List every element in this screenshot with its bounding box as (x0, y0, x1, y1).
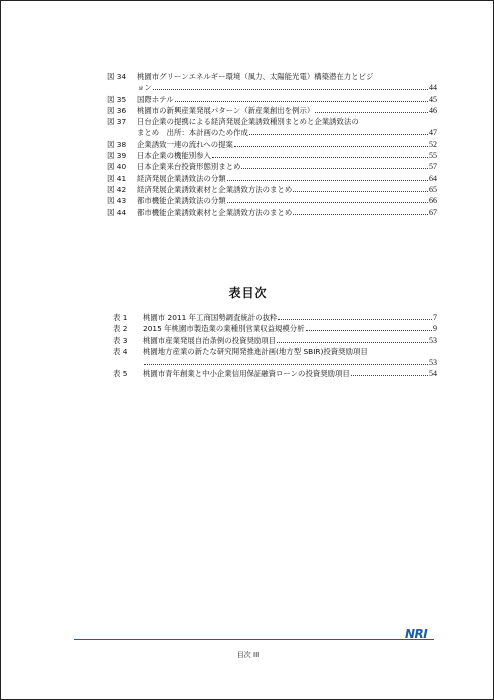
table-title: 桃園市青年創業と中小企業信用保証融資ローンの投資奨励項目 (143, 369, 350, 379)
dot-leader (212, 157, 428, 158)
figure-number: 図 43 (107, 196, 127, 206)
page-number: 7 (433, 313, 437, 322)
figure-title: 日台企業の提携による経済発展企業誘致種別まとめと企業誘致法の (137, 117, 359, 127)
page-number: 9 (433, 324, 437, 334)
figure-entry[interactable] (107, 173, 437, 184)
dot-leader (144, 364, 428, 365)
page-number: 44 (429, 83, 437, 93)
figure-number: 図 35 (107, 94, 127, 104)
page-number: 45 (429, 94, 437, 104)
dot-leader (227, 180, 428, 181)
page-label: 目次 III (236, 651, 260, 659)
table-number: 表 1 (113, 313, 128, 322)
figure-entry[interactable] (107, 161, 437, 172)
dot-leader (293, 191, 428, 192)
figure-title: 桃園市の新興産業発展パターン（新産業創出を例示） (137, 105, 315, 115)
table-title: 桃園地方産業の新たな研究開発推進計画(地方型 SBIR)投資奨励項目 (143, 346, 368, 356)
page-number: 54 (429, 369, 437, 379)
dot-leader (153, 89, 428, 90)
table-number: 表 4 (113, 346, 128, 356)
page-number: 46 (429, 105, 437, 115)
table-entry[interactable] (113, 312, 437, 323)
dot-leader (249, 134, 428, 135)
figure-entry[interactable] (107, 207, 437, 218)
figure-number: 図 38 (107, 139, 127, 149)
figure-entry[interactable] (107, 71, 437, 94)
table-title: 2015 年桃園市製造業の業種別営業収益規模分析 (143, 324, 305, 334)
page-number: 65 (429, 184, 437, 194)
figure-number: 図 37 (107, 117, 127, 127)
table-entry[interactable] (113, 335, 437, 346)
dot-leader (175, 101, 428, 102)
dot-leader (293, 214, 428, 215)
dot-leader (351, 375, 428, 376)
table-number: 表 5 (113, 369, 128, 379)
dot-leader (234, 146, 428, 147)
figure-entry[interactable] (107, 116, 437, 139)
table-title: 桃園市産業発展自治条例の投資奨励項目 (143, 335, 277, 345)
page-number: 53 (429, 335, 437, 345)
figure-entry[interactable] (107, 195, 437, 206)
page-number: 67 (429, 207, 437, 217)
table-entry[interactable] (113, 346, 437, 369)
figure-title: 日本企業の機能別参入 (137, 151, 211, 161)
table-list (113, 312, 437, 380)
table-title: 桃園市 2011 年工商国勢調査統計の抜粋 (143, 313, 278, 322)
figure-title: 経済発展企業誘致素材と企業誘致方法のまとめ (137, 184, 293, 194)
page-number: 66 (429, 196, 437, 206)
table-entry[interactable] (113, 368, 437, 379)
page-number: 57 (429, 162, 437, 172)
dot-leader (241, 168, 428, 169)
figure-title: 都市機能企業誘致法の分類 (137, 196, 226, 206)
page-number: 64 (429, 173, 437, 183)
figure-entry[interactable] (107, 150, 437, 161)
table-number: 表 2 (113, 324, 128, 334)
dot-leader (227, 202, 428, 203)
figure-list (107, 71, 437, 218)
footer-rule (74, 639, 434, 640)
page-number: 52 (429, 139, 437, 149)
figure-entry[interactable] (107, 139, 437, 150)
figure-title: 都市機能企業誘致素材と企業誘致方法のまとめ (137, 207, 293, 217)
dot-leader (278, 319, 432, 320)
figure-number: 図 34 (107, 72, 127, 81)
dot-leader (315, 112, 428, 113)
figure-number: 図 41 (107, 173, 127, 183)
dot-leader (306, 330, 432, 331)
tables-heading: 表目次 (228, 286, 268, 300)
figure-number: 図 42 (107, 184, 127, 194)
figure-entry[interactable] (107, 105, 437, 116)
figure-number: 図 36 (107, 105, 127, 115)
figure-title-cont: ョン (137, 83, 152, 93)
page-number: 47 (429, 128, 437, 138)
table-entry[interactable] (113, 323, 437, 334)
page-number: 53 (429, 358, 437, 368)
nri-logo: NRI (405, 627, 428, 641)
figure-entry[interactable] (107, 94, 437, 105)
dot-leader (277, 342, 428, 343)
figure-number: 図 39 (107, 151, 127, 161)
figure-title: 経済発展企業誘致法の分類 (137, 173, 226, 183)
page-number: 55 (429, 151, 437, 161)
figure-number: 図 40 (107, 162, 127, 172)
figure-title: 国際ホテル (137, 94, 174, 104)
figure-title: 桃園市グリーンエネルギー環境（風力、太陽能光電）構築潜在力とビジ (137, 72, 374, 81)
figure-number: 図 44 (107, 207, 127, 217)
figure-entry[interactable] (107, 184, 437, 195)
table-number: 表 3 (113, 335, 128, 345)
figure-title: 日本企業来台投資形態別まとめ (137, 162, 241, 172)
figure-title-cont: まとめ 出所：本計画のため作成 (137, 128, 248, 138)
figure-title: 企業誘致一連の流れへの提案 (137, 139, 233, 149)
